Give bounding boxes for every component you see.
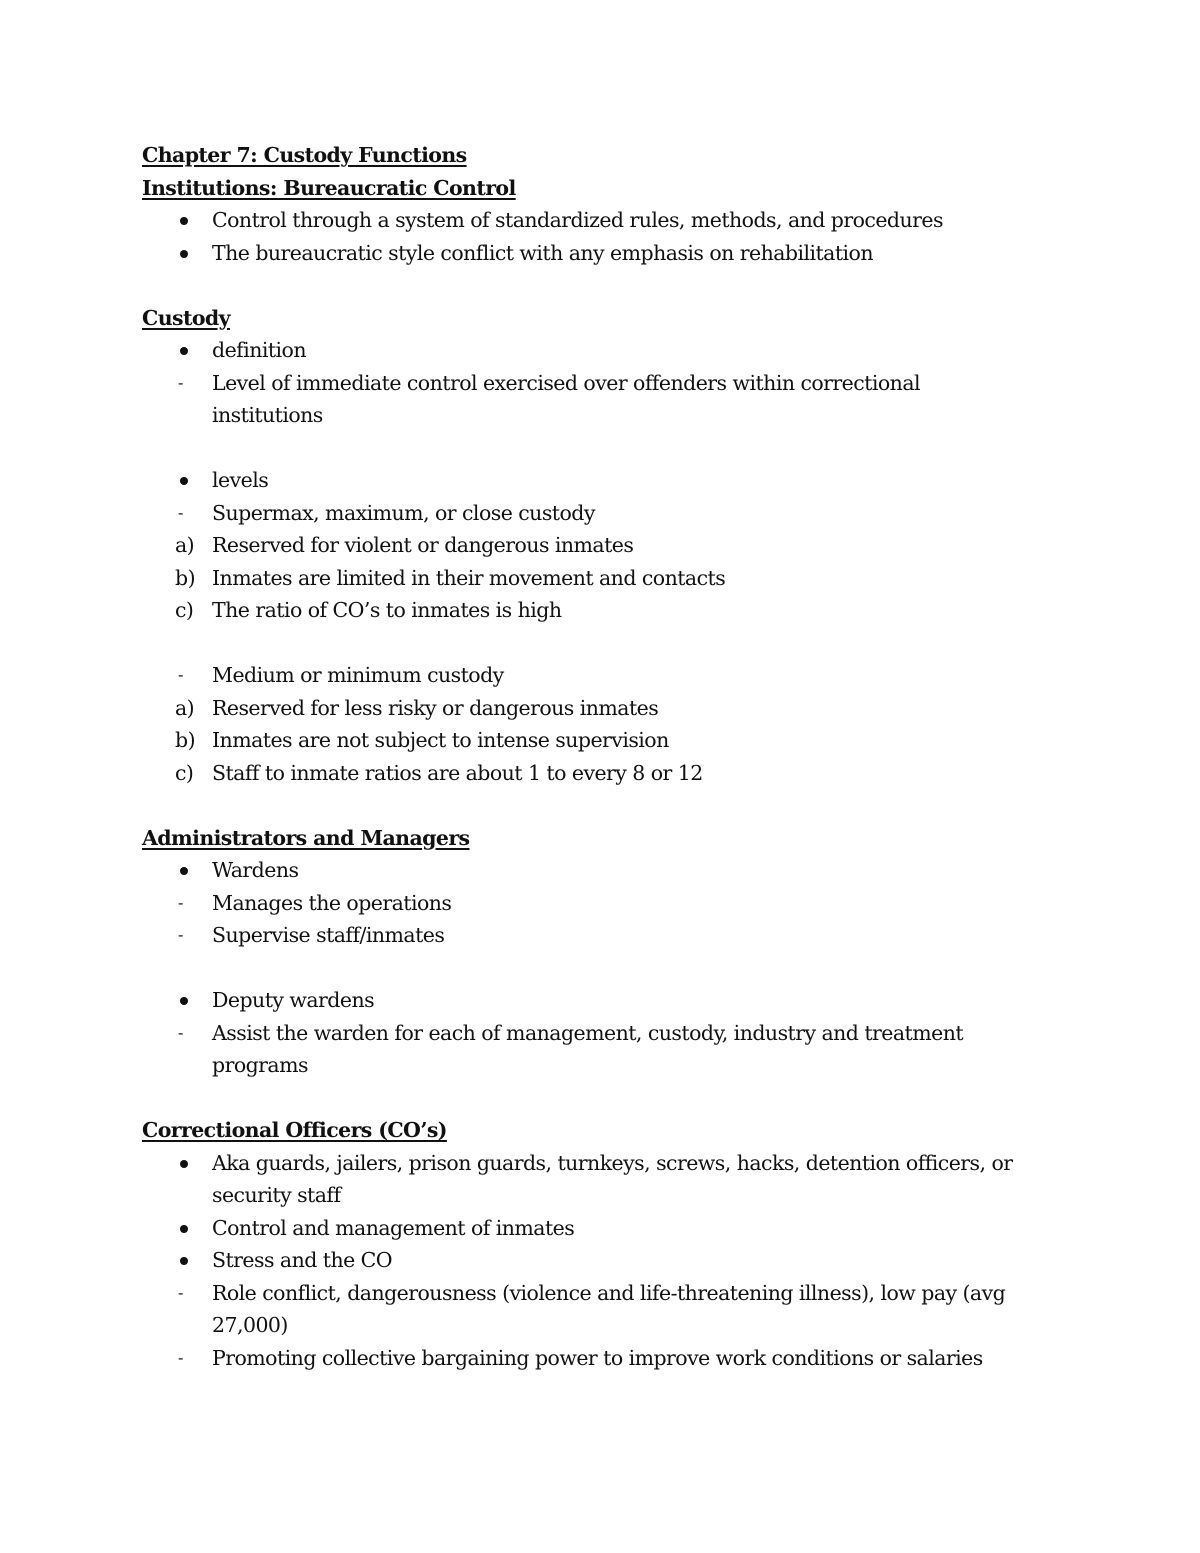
list-item-continuation	[142, 1049, 1082, 1082]
dash-marker: -	[178, 1282, 183, 1302]
list-item-text: levels	[212, 468, 269, 492]
list-item-text: Role conflict, dangerousness (violence and life-threatening illness), low pay (avg	[212, 1280, 1006, 1305]
spacer	[142, 952, 1082, 985]
section-heading-officers: Correctional Officers (CO’s)	[142, 1118, 447, 1142]
list-item-text: Inmates are not subject to intense supervision	[212, 728, 669, 752]
list-item-text: The ratio of CO’s to inmates is high	[212, 598, 562, 622]
list-item-text: Wardens	[212, 858, 299, 882]
list-item-text: Medium or minimum custody	[212, 663, 504, 687]
list-item-text: Assist the warden for each of management, custody, industry and treatment	[212, 1020, 964, 1045]
section-heading-institutions: Institutions: Bureaucratic Control	[142, 175, 516, 200]
spacer	[142, 627, 1082, 660]
list-item-text: Reserved for violent or dangerous inmates	[212, 533, 634, 557]
list-item-text: Reserved for less risky or dangerous inmates	[212, 695, 659, 720]
list-item	[142, 529, 1082, 562]
list-item	[142, 464, 1082, 497]
list-item-text: security staff	[212, 1183, 341, 1207]
list-item-continuation	[142, 1179, 1082, 1212]
dash-marker: -	[178, 665, 183, 684]
list-item	[142, 692, 1082, 725]
list-item-text: institutions	[212, 403, 323, 427]
list-item-continuation	[142, 1309, 1082, 1342]
letter-marker: c)	[175, 598, 194, 622]
list-item	[142, 1017, 1082, 1050]
section-heading-custody: Custody	[142, 305, 230, 330]
list-item-text: Supermax, maximum, or close custody	[212, 500, 595, 525]
list-item	[142, 659, 1082, 692]
spacer	[142, 269, 1082, 302]
dash-marker: -	[178, 1347, 183, 1367]
list-item-text: Manages the operations	[212, 890, 452, 915]
list-item	[142, 919, 1082, 952]
list-item	[142, 562, 1082, 595]
letter-marker: c)	[175, 760, 194, 785]
list-item	[142, 1277, 1082, 1310]
list-item	[142, 887, 1082, 920]
letter-marker: b)	[175, 565, 196, 590]
spacer	[142, 1082, 1082, 1115]
list-item-continuation	[142, 399, 1082, 432]
list-item	[142, 367, 1082, 400]
chapter-title: Chapter 7: Custody Functions	[142, 143, 467, 167]
list-item	[142, 497, 1082, 530]
list-item-text: Aka guards, jailers, prison guards, turnkeys, screws, hacks, detention officers, or	[212, 1150, 1013, 1175]
list-item	[142, 854, 1082, 887]
spacer	[142, 432, 1082, 465]
list-item-text: Staff to inmate ratios are about 1 to every 8 or 12	[212, 760, 703, 785]
list-item	[142, 594, 1082, 627]
dash-marker: -	[178, 372, 183, 392]
list-item-text: Deputy wardens	[212, 988, 375, 1012]
letter-marker: a)	[175, 695, 195, 720]
dash-marker: -	[178, 502, 183, 522]
letter-marker: b)	[175, 728, 196, 752]
list-item-text: Control through a system of standardized rules, methods, and procedures	[212, 208, 943, 232]
list-item	[142, 1147, 1082, 1180]
list-item-text: Stress and the CO	[212, 1248, 393, 1272]
list-item-text: Control and management of inmates	[212, 1215, 575, 1240]
list-item-text: Supervise staff/inmates	[212, 923, 445, 947]
list-item	[142, 204, 1082, 237]
list-item	[142, 724, 1082, 757]
list-item-text: definition	[212, 338, 306, 362]
dash-marker: -	[178, 925, 183, 944]
list-item-text: programs	[212, 1053, 308, 1077]
list-item	[142, 1244, 1082, 1277]
list-item	[142, 1342, 1082, 1375]
list-item-text: The bureaucratic style conflict with any emphasis on rehabilitation	[212, 240, 873, 265]
spacer	[142, 789, 1082, 822]
list-item	[142, 334, 1082, 367]
letter-marker: a)	[175, 533, 195, 557]
list-item-text: Promoting collective bargaining power to improve work conditions or salaries	[212, 1345, 983, 1370]
list-item	[142, 757, 1082, 790]
section-heading-administrators: Administrators and Managers	[142, 825, 470, 850]
list-item-text: 27,000)	[212, 1313, 288, 1337]
document-page	[142, 139, 1082, 1374]
dash-marker: -	[178, 1022, 183, 1042]
list-item-text: Level of immediate control exercised over offenders within correctional	[212, 370, 920, 395]
list-item-text: Inmates are limited in their movement and contacts	[212, 565, 726, 590]
list-item	[142, 1212, 1082, 1245]
list-item	[142, 237, 1082, 270]
dash-marker: -	[178, 892, 183, 912]
list-item	[142, 984, 1082, 1017]
